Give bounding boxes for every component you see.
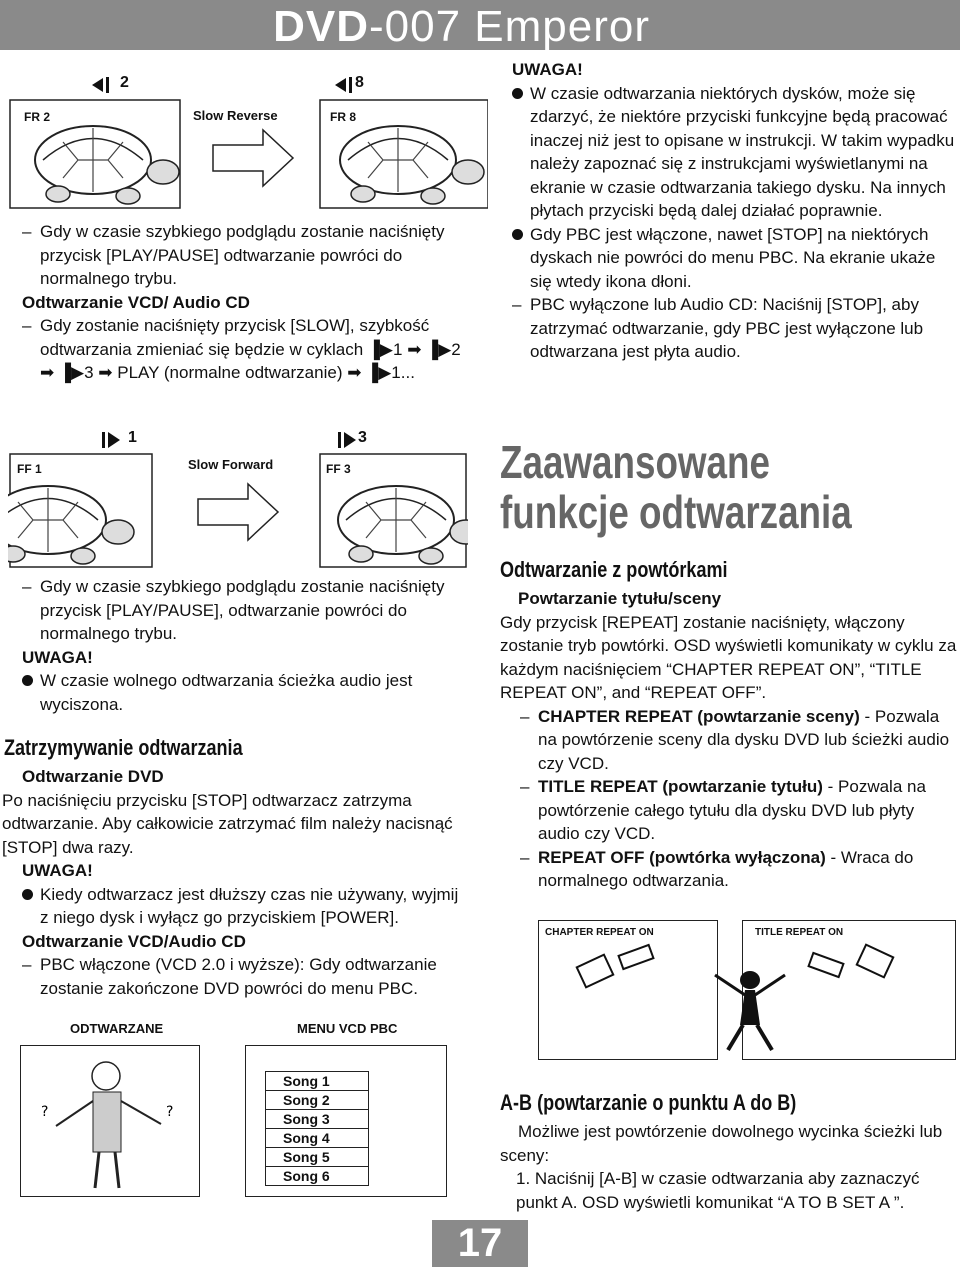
label-menu: MENU VCD PBC xyxy=(297,1021,398,1036)
label-playing: ODTWARZANE xyxy=(70,1021,164,1036)
pbc-bullet: Gdy PBC jest włączone, nawet [STOP] na niektórych dyskach nie powróci do menu PBC. Na ekranie ukaże się wtedy ikona dłoni. xyxy=(512,223,957,294)
playing-screen xyxy=(20,1045,200,1197)
slow-forward-illustration xyxy=(8,424,468,569)
stop-section-heading: Zatrzymywanie odtwarzania xyxy=(4,735,243,760)
repeat-off-item: – REPEAT OFF (powtórka wyłączona) - Wraca do normalnego odtwarzania. xyxy=(520,846,960,893)
song-item: Song 3 xyxy=(265,1109,369,1129)
warning-label: UWAGA! xyxy=(22,647,93,667)
fwd-speed-left: 1 xyxy=(128,429,137,446)
warning-label-2: UWAGA! xyxy=(22,861,93,880)
right-text-block-3 xyxy=(500,1120,960,1214)
fwd-osd-left: FF 1 xyxy=(17,462,42,476)
svg-text:?: ? xyxy=(166,1104,174,1120)
repeat-section-heading: Odtwarzanie z powtórkami xyxy=(500,557,728,582)
title-repeat-heading: Powtarzanie tytułu/sceny xyxy=(518,589,722,608)
ab-step-1: 1. Naciśnij [A-B] w czasie odtwarzania aby zaznaczyć punkt A. OSD wyświetli komunikat “A TO B SET A ”. xyxy=(516,1169,920,1212)
svg-text:?: ? xyxy=(41,1104,49,1120)
brand-bold: DVD xyxy=(273,2,369,51)
page-number: 17 xyxy=(432,1220,528,1267)
speed-left-label: 2 xyxy=(120,74,129,91)
speed-right-label: 8 xyxy=(355,74,364,91)
header-title xyxy=(273,2,650,52)
left-text-block-1 xyxy=(22,220,462,385)
slow-paragraph: – Gdy zostanie naciśnięty przycisk [SLOW], szybkość odtwarzania zmieniać się będzie w cyklach ▐▶1 ➡ ▐▶2 ➡ ▐▶3 ➡ PLAY (normalne odtwarzanie) ➡ ▐▶1... xyxy=(22,314,462,385)
vcd-heading-2: Odtwarzanie VCD/Audio CD xyxy=(22,931,246,951)
left-text-block-3 xyxy=(2,765,462,1000)
advanced-title-line2: funkcje odtwarzania xyxy=(500,486,852,538)
power-bullet: Kiedy odtwarzacz jest dłuższy czas nie używany, wyjmij z niego dysk i wyłącz go przyciskiem [POWER]. xyxy=(22,883,462,930)
fwd-speed-right: 3 xyxy=(358,429,367,446)
left-text-block-2 xyxy=(22,575,462,716)
pbc-paragraph: – PBC włączone (VCD 2.0 i wyższe): Gdy odtwarzanie zostanie zakończone DVD powróci do menu PBC. xyxy=(22,953,462,1000)
warning-label-right: UWAGA! xyxy=(512,60,583,79)
song-item: Song 2 xyxy=(265,1090,369,1110)
dvd-heading: Odtwarzanie DVD xyxy=(22,767,164,786)
osd-left: FR 2 xyxy=(24,110,51,124)
stop-paragraph: Po naciśnięciu przycisku [STOP] odtwarzacz zatrzyma odtwarzanie. Aby całkowicie zatrzymać film należy nacisnąć [STOP] dwa razy. xyxy=(2,790,453,857)
brand-rest: -007 Emperor xyxy=(368,2,650,51)
slow-reverse-illustration xyxy=(8,70,488,210)
pbc-off-paragraph: – PBC wyłączone lub Audio CD: Naciśnij [STOP], aby zatrzymać odtwarzanie, gdy PBC jest wyłączone lub odtwarzana jest płyta audio. xyxy=(512,293,957,364)
chapter-repeat-item: – CHAPTER REPEAT (powtarzanie sceny) - Pozwala na powtórzenie sceny dla dysku DVD lub ścieżki audio czy VCD. xyxy=(520,705,960,776)
audio-muted-bullet: W czasie wolnego odtwarzania ścieżka audio jest wyciszona. xyxy=(22,669,462,716)
ab-paragraph: Możliwe jest powtórzenie dowolnego wycinka ścieżki lub sceny: xyxy=(500,1122,943,1165)
ab-section-heading: A-B (powtarzanie o punktu A do B) xyxy=(500,1090,797,1115)
person-figure xyxy=(21,1046,199,1196)
repeat-paragraph: Gdy przycisk [REPEAT] zostanie naciśnięty, włączony zostanie tryb powtórki. OSD wyświetli komunikaty w cyklu za każdym naciśnięciem “CHAPTER REPEAT ON”, “TITLE REPEAT ON”, and “REPEAT OFF”. xyxy=(500,612,957,702)
juggler-figure xyxy=(560,940,940,1055)
osd-right: FR 8 xyxy=(330,110,357,124)
slow-reverse-label: Slow Reverse xyxy=(193,108,278,123)
arrow-shape xyxy=(213,130,293,186)
function-buttons-bullet: W czasie odtwarzania niektórych dysków, może się zdarzyć, że niektóre przyciski funkcyjne będą pracować inaczej niż jest to opisane w instrukcji. W takim wypadku należy zapoznać się z instrukcjami wyświetlanymi na ekranie w czasie odtwarzania takiego dysku. Na innych płytach przyciski będą dalej działać poprawnie. xyxy=(512,82,957,223)
fast-preview-paragraph-2: – Gdy w czasie szybkiego podglądu zostanie naciśnięty przycisk [PLAY/PAUSE], odtwarzanie powróci do normalnego trybu. xyxy=(22,575,462,646)
song-item: Song 6 xyxy=(265,1166,369,1186)
fwd-osd-right: FF 3 xyxy=(326,462,351,476)
advanced-title-line1: Zaawansowane xyxy=(500,436,770,488)
song-item: Song 1 xyxy=(265,1071,369,1091)
osd-title-repeat: TITLE REPEAT ON xyxy=(755,927,844,938)
song-item: Song 4 xyxy=(265,1128,369,1148)
song-item: Song 5 xyxy=(265,1147,369,1167)
osd-chapter-repeat: CHAPTER REPEAT ON xyxy=(545,927,654,938)
header-bar xyxy=(0,0,960,50)
title-repeat-item: – TITLE REPEAT (powtarzanie tytułu) - Pozwala na powtórzenie całego tytułu dla dysku DVD lub płyty audio czy VCD. xyxy=(520,775,960,846)
slow-forward-label: Slow Forward xyxy=(188,457,274,472)
right-text-block-1 xyxy=(512,58,957,364)
fast-preview-paragraph: – Gdy w czasie szybkiego podglądu zostanie naciśnięty przycisk [PLAY/PAUSE] odtwarzanie powróci do normalnego trybu. xyxy=(22,220,462,291)
vcd-heading: Odtwarzanie VCD/ Audio CD xyxy=(22,292,250,312)
right-text-block-2 xyxy=(500,587,960,893)
